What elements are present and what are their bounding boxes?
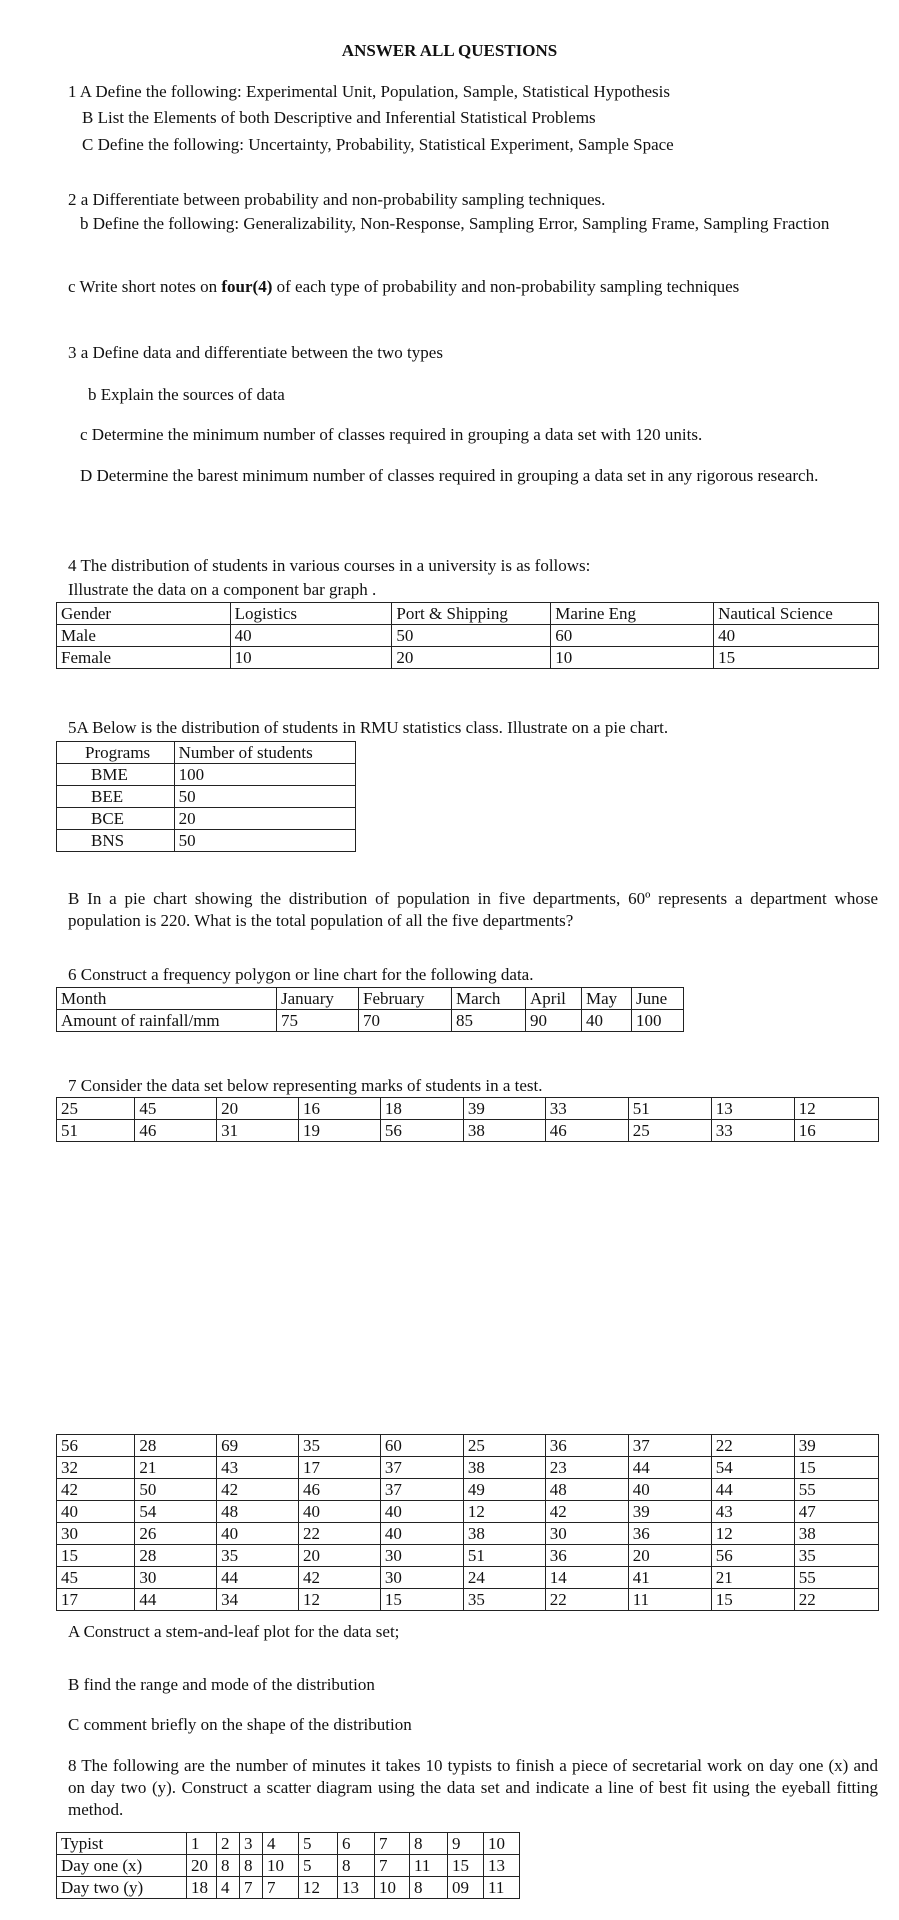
table-cell: 13 [484, 1855, 520, 1877]
table-cell: 7 [263, 1877, 299, 1899]
table-cell: 31 [217, 1120, 299, 1142]
q8-text: 8 The following are the number of minutes it takes 10 typists to finish a piece of secretarial work on day one (x) and on day two (y). Construct a scatter diagram using the data set and indicate a line of best fit using the eyeball fitting method. [68, 1756, 878, 1820]
table-cell: 36 [628, 1523, 711, 1545]
table-cell: 48 [217, 1501, 299, 1523]
table-cell: 20 [299, 1545, 381, 1567]
table-header-cell: February [359, 988, 452, 1010]
table-cell: 28 [135, 1435, 217, 1457]
table-cell: 10 [484, 1833, 520, 1855]
table-header-cell: Port & Shipping [392, 603, 551, 625]
table-header-cell: April [526, 988, 582, 1010]
table-row [57, 764, 356, 786]
q3-d: D Determine the barest minimum number of classes required in grouping a data set in any rigorous research. [80, 466, 819, 485]
table-cell: 38 [463, 1523, 545, 1545]
table-cell: BME [57, 764, 175, 786]
table-cell: 10 [230, 647, 392, 669]
table-cell: 56 [57, 1435, 135, 1457]
table-row [57, 603, 879, 625]
table-cell: 20 [628, 1545, 711, 1567]
table-cell: 30 [57, 1523, 135, 1545]
q5-a: 5A Below is the distribution of students in RMU statistics class. Illustrate on a pie chart. [68, 718, 669, 737]
table-cell: 44 [217, 1567, 299, 1589]
table-cell: 69 [217, 1435, 299, 1457]
table-row [57, 1010, 684, 1032]
table-cell: 25 [57, 1098, 135, 1120]
table-cell: 13 [338, 1877, 375, 1899]
q4-line2: Illustrate the data on a component bar graph . [68, 580, 377, 599]
table-header-cell: May [582, 988, 632, 1010]
table-cell: 2 [217, 1833, 240, 1855]
table-cell: 55 [794, 1567, 878, 1589]
table-cell: 18 [380, 1098, 463, 1120]
table-cell: 20 [187, 1855, 217, 1877]
table-cell: BCE [57, 808, 175, 830]
table-cell: 15 [711, 1589, 794, 1611]
q3-a: 3 a Define data and differentiate between the two types [68, 343, 443, 362]
table-cell: 7 [240, 1877, 263, 1899]
q3-b: b Explain the sources of data [88, 385, 285, 404]
table-cell: 45 [57, 1567, 135, 1589]
table-header-cell: Month [57, 988, 277, 1010]
table-cell: 8 [410, 1833, 448, 1855]
table-cell: 25 [628, 1120, 711, 1142]
q3-c: c Determine the minimum number of classes required in grouping a data set with 120 units. [80, 425, 703, 444]
table-cell: 40 [714, 625, 879, 647]
table-row [57, 830, 356, 852]
table-cell: 30 [545, 1523, 628, 1545]
table-cell: 22 [545, 1589, 628, 1611]
q8-table [56, 1832, 520, 1899]
q4-line1: 4 The distribution of students in various courses in a university is as follows: [68, 556, 591, 575]
table-cell: 7 [375, 1833, 410, 1855]
q2-c-bold: four(4) [221, 277, 273, 296]
table-cell: 19 [299, 1120, 381, 1142]
table-cell: 8 [240, 1855, 263, 1877]
table-row [57, 1501, 879, 1523]
q5-b: B In a pie chart showing the distribution of population in five departments, 60º represents a department whose population is 220. What is the total population of all the five departments? [68, 889, 878, 931]
table-cell: 46 [299, 1479, 381, 1501]
table-cell: 56 [380, 1120, 463, 1142]
table-cell: Day two (y) [57, 1877, 187, 1899]
table-header-cell: June [632, 988, 684, 1010]
table-header-cell: Number of students [174, 742, 355, 764]
table-cell: BNS [57, 830, 175, 852]
q2-a: 2 a Differentiate between probability and non-probability sampling techniques. [68, 190, 606, 209]
table-cell: 38 [463, 1120, 545, 1142]
table-cell: 40 [217, 1523, 299, 1545]
table-cell: 36 [545, 1435, 628, 1457]
table-cell: 6 [338, 1833, 375, 1855]
table-cell: 32 [57, 1457, 135, 1479]
table-row [57, 808, 356, 830]
page-title: ANSWER ALL QUESTIONS [341, 41, 558, 60]
table-cell: 39 [628, 1501, 711, 1523]
table-cell: 10 [263, 1855, 299, 1877]
q2-b: b Define the following: Generalizability, Non-Response, Sampling Error, Sampling Frame, Sampling Fraction [80, 214, 830, 233]
q2-c-post: of each type of probability and non-probability sampling techniques [272, 277, 740, 296]
table-cell: 40 [57, 1501, 135, 1523]
table-cell: 9 [448, 1833, 484, 1855]
table-cell: 56 [711, 1545, 794, 1567]
table-cell: 15 [794, 1457, 878, 1479]
table-cell: 75 [277, 1010, 359, 1032]
table-cell: 37 [628, 1435, 711, 1457]
table-cell: 23 [545, 1457, 628, 1479]
table-cell: 3 [240, 1833, 263, 1855]
table-cell: 09 [448, 1877, 484, 1899]
table-cell: 22 [794, 1589, 878, 1611]
table-cell: 37 [380, 1457, 463, 1479]
table-cell: 44 [135, 1589, 217, 1611]
table-cell: 5 [299, 1833, 338, 1855]
table-header-cell: January [277, 988, 359, 1010]
table-cell: 36 [545, 1545, 628, 1567]
table-cell: 10 [551, 647, 714, 669]
table-cell: 40 [628, 1479, 711, 1501]
table-cell: 35 [794, 1545, 878, 1567]
table-row [57, 742, 356, 764]
table-cell: 15 [57, 1545, 135, 1567]
table-cell: 20 [174, 808, 355, 830]
table-cell: 20 [217, 1098, 299, 1120]
table-cell: 42 [545, 1501, 628, 1523]
table-cell: Day one (x) [57, 1855, 187, 1877]
table-cell: Female [57, 647, 231, 669]
table-cell: 39 [794, 1435, 878, 1457]
q2-c-pre: c Write short notes on [68, 277, 222, 296]
q1-a: 1 A Define the following: Experimental Unit, Population, Sample, Statistical Hypothesis [68, 82, 671, 101]
table-cell: 38 [794, 1523, 878, 1545]
table-cell: 25 [463, 1435, 545, 1457]
table-cell: 50 [174, 830, 355, 852]
table-cell: 17 [57, 1589, 135, 1611]
table-row [57, 1098, 879, 1120]
table-cell: 5 [299, 1855, 338, 1877]
table-cell: 85 [452, 1010, 526, 1032]
table-header-cell: Nautical Science [714, 603, 879, 625]
table-row [57, 1877, 520, 1899]
table-cell: 30 [380, 1567, 463, 1589]
table-cell: 11 [484, 1877, 520, 1899]
table-cell: 55 [794, 1479, 878, 1501]
table-row [57, 1435, 879, 1457]
table-row [57, 988, 684, 1010]
table-row [57, 1545, 879, 1567]
q7-a: A Construct a stem-and-leaf plot for the data set; [68, 1622, 400, 1641]
table-cell: 18 [187, 1877, 217, 1899]
table-row [57, 1567, 879, 1589]
q2-c [68, 276, 878, 298]
table-cell: 90 [526, 1010, 582, 1032]
table-cell: 21 [135, 1457, 217, 1479]
table-row [57, 1479, 879, 1501]
table-cell: 70 [359, 1010, 452, 1032]
table-header-cell: Marine Eng [551, 603, 714, 625]
table-cell: Typist [57, 1833, 187, 1855]
table-cell: 12 [299, 1589, 381, 1611]
table-cell: 51 [463, 1545, 545, 1567]
table-row [57, 1457, 879, 1479]
table-cell: 20 [392, 647, 551, 669]
q6-text: 6 Construct a frequency polygon or line chart for the following data. [68, 965, 534, 984]
table-cell: 24 [463, 1567, 545, 1589]
table-cell: 15 [380, 1589, 463, 1611]
table-cell: 42 [217, 1479, 299, 1501]
table-cell: 30 [380, 1545, 463, 1567]
table-cell: 43 [217, 1457, 299, 1479]
table-cell: 8 [410, 1877, 448, 1899]
table-row [57, 1523, 879, 1545]
table-row [57, 1589, 879, 1611]
table-cell: 50 [174, 786, 355, 808]
table-cell: 16 [794, 1120, 878, 1142]
table-cell: 49 [463, 1479, 545, 1501]
table-row [57, 625, 879, 647]
table-cell: 12 [794, 1098, 878, 1120]
q5-table [56, 741, 356, 852]
table-cell: 33 [711, 1120, 794, 1142]
table-cell: 7 [375, 1855, 410, 1877]
table-cell: 14 [545, 1567, 628, 1589]
table-cell: 54 [135, 1501, 217, 1523]
q7-table-bottom [56, 1434, 879, 1611]
table-cell: 35 [299, 1435, 381, 1457]
q7-c: C comment briefly on the shape of the distribution [68, 1715, 412, 1734]
table-cell: 22 [711, 1435, 794, 1457]
table-cell: 60 [551, 625, 714, 647]
table-row [57, 1833, 520, 1855]
table-cell: 26 [135, 1523, 217, 1545]
table-cell: 35 [217, 1545, 299, 1567]
table-cell: 4 [263, 1833, 299, 1855]
table-cell: 37 [380, 1479, 463, 1501]
table-cell: 40 [380, 1501, 463, 1523]
table-header-cell: March [452, 988, 526, 1010]
table-cell: 54 [711, 1457, 794, 1479]
table-header-cell: Programs [57, 742, 175, 764]
table-cell: 40 [380, 1523, 463, 1545]
table-row [57, 1120, 879, 1142]
table-cell: 16 [299, 1098, 381, 1120]
table-cell: 8 [338, 1855, 375, 1877]
table-cell: Amount of rainfall/mm [57, 1010, 277, 1032]
table-cell: 50 [392, 625, 551, 647]
q4-table [56, 602, 879, 669]
table-cell: 60 [380, 1435, 463, 1457]
table-cell: 12 [463, 1501, 545, 1523]
table-cell: 13 [711, 1098, 794, 1120]
table-cell: 46 [135, 1120, 217, 1142]
table-cell: 41 [628, 1567, 711, 1589]
table-cell: 12 [299, 1877, 338, 1899]
table-cell: 28 [135, 1545, 217, 1567]
table-cell: 33 [545, 1098, 628, 1120]
table-cell: 44 [628, 1457, 711, 1479]
table-header-cell: Gender [57, 603, 231, 625]
q1-c: C Define the following: Uncertainty, Probability, Statistical Experiment, Sample Space [82, 135, 674, 154]
table-row [57, 647, 879, 669]
table-row [57, 1855, 520, 1877]
table-cell: 1 [187, 1833, 217, 1855]
table-cell: 15 [448, 1855, 484, 1877]
table-cell: BEE [57, 786, 175, 808]
q7-text: 7 Consider the data set below representing marks of students in a test. [68, 1076, 543, 1095]
table-cell: 11 [628, 1589, 711, 1611]
q7-b: B find the range and mode of the distribution [68, 1675, 375, 1694]
table-cell: 46 [545, 1120, 628, 1142]
table-cell: 43 [711, 1501, 794, 1523]
table-cell: 4 [217, 1877, 240, 1899]
table-cell: 100 [632, 1010, 684, 1032]
table-cell: 30 [135, 1567, 217, 1589]
table-cell: Male [57, 625, 231, 647]
table-cell: 47 [794, 1501, 878, 1523]
table-cell: 38 [463, 1457, 545, 1479]
table-cell: 42 [299, 1567, 381, 1589]
table-cell: 40 [582, 1010, 632, 1032]
table-cell: 50 [135, 1479, 217, 1501]
table-cell: 48 [545, 1479, 628, 1501]
table-cell: 51 [628, 1098, 711, 1120]
table-cell: 35 [463, 1589, 545, 1611]
table-cell: 40 [299, 1501, 381, 1523]
table-row [57, 786, 356, 808]
table-cell: 10 [375, 1877, 410, 1899]
table-cell: 8 [217, 1855, 240, 1877]
table-cell: 17 [299, 1457, 381, 1479]
table-cell: 34 [217, 1589, 299, 1611]
q6-table [56, 987, 684, 1032]
table-cell: 12 [711, 1523, 794, 1545]
table-cell: 21 [711, 1567, 794, 1589]
table-cell: 51 [57, 1120, 135, 1142]
table-cell: 42 [57, 1479, 135, 1501]
table-cell: 22 [299, 1523, 381, 1545]
table-cell: 100 [174, 764, 355, 786]
table-cell: 40 [230, 625, 392, 647]
table-cell: 39 [463, 1098, 545, 1120]
table-cell: 44 [711, 1479, 794, 1501]
table-header-cell: Logistics [230, 603, 392, 625]
q1-b: B List the Elements of both Descriptive and Inferential Statistical Problems [82, 108, 596, 127]
table-cell: 15 [714, 647, 879, 669]
table-cell: 11 [410, 1855, 448, 1877]
table-cell: 45 [135, 1098, 217, 1120]
q7-table-top [56, 1097, 879, 1142]
